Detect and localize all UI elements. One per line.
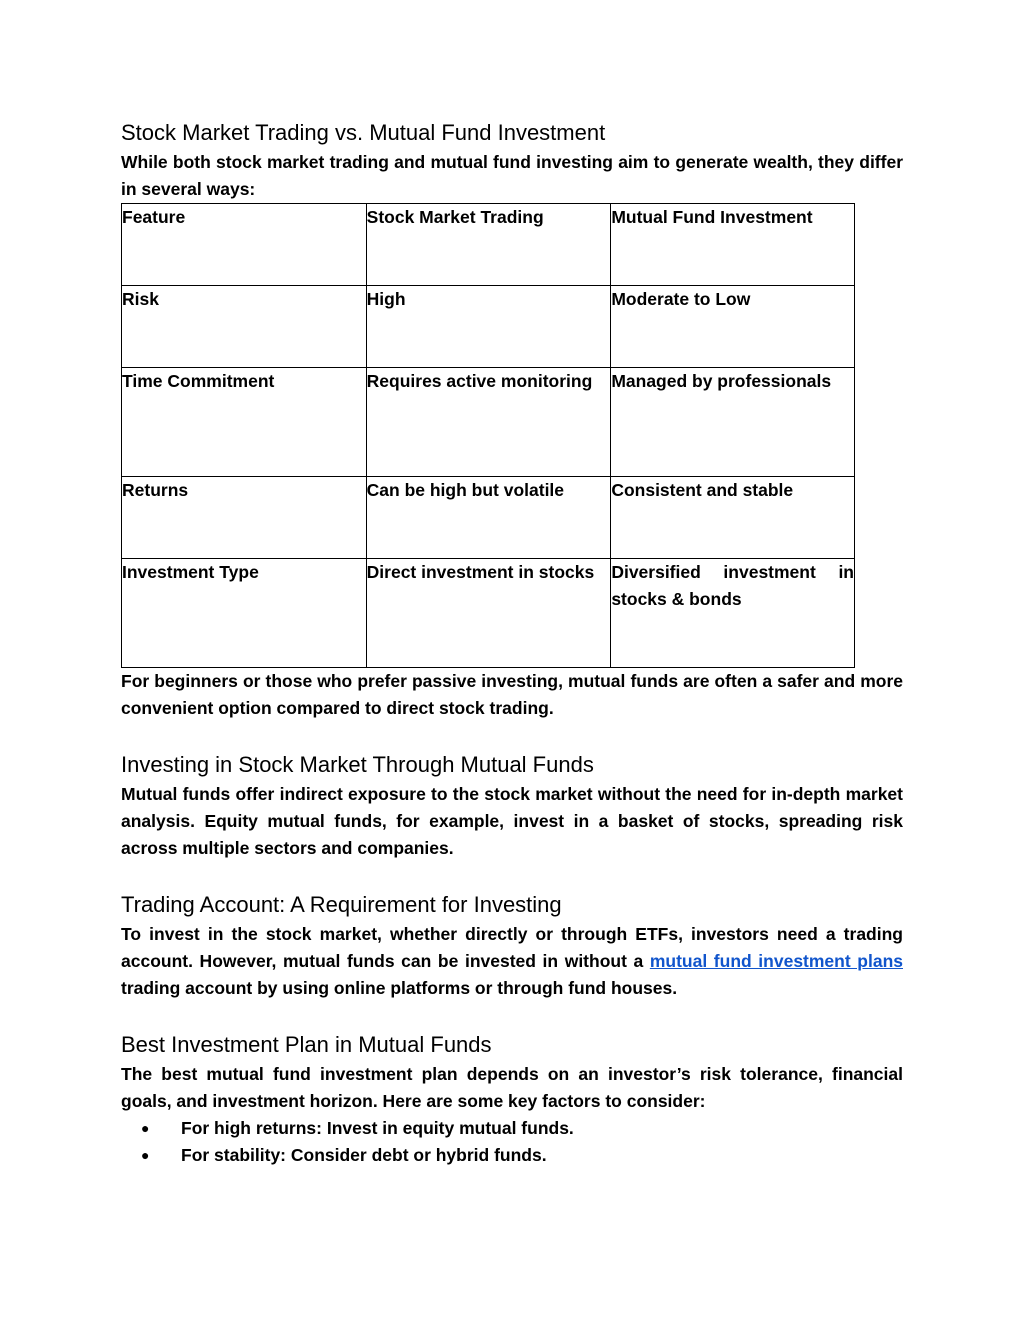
table-row bbox=[122, 477, 855, 559]
table-header-cell: Feature bbox=[122, 204, 367, 286]
list-item bbox=[121, 1142, 903, 1169]
section-heading-through-mutual-funds: Investing in Stock Market Through Mutual Funds bbox=[121, 752, 594, 777]
document-page bbox=[121, 117, 903, 1169]
table-header-cell: Stock Market Trading bbox=[366, 204, 611, 286]
table-cell: Direct investment in stocks bbox=[366, 559, 611, 668]
best-plan-bullet-list bbox=[121, 1115, 903, 1169]
list-item-text: For high returns: Invest in equity mutual funds. bbox=[181, 1118, 574, 1138]
bullet-icon: ● bbox=[141, 1120, 150, 1136]
trading-account-body bbox=[121, 921, 903, 1002]
table-cell: High bbox=[366, 286, 611, 368]
comparison-intro: While both stock market trading and mutual fund investing aim to generate wealth, they differ in several ways: bbox=[121, 152, 903, 199]
table-cell: Time Commitment bbox=[122, 368, 367, 477]
section-heading-comparison: Stock Market Trading vs. Mutual Fund Investment bbox=[121, 120, 606, 145]
table-cell: Risk bbox=[122, 286, 367, 368]
through-mutual-funds-body: Mutual funds offer indirect exposure to the stock market without the need for in-depth market analysis. Equity mutual funds, for example, invest in a basket of stocks, spreading risk across multiple sectors and companies. bbox=[121, 784, 903, 858]
table-row bbox=[122, 368, 855, 477]
table-cell: Can be high but volatile bbox=[366, 477, 611, 559]
table-cell: Investment Type bbox=[122, 559, 367, 668]
trading-account-text-after: trading account by using online platforms or through fund houses. bbox=[121, 978, 678, 998]
bullet-icon: ● bbox=[141, 1147, 150, 1163]
mutual-fund-investment-plans-link[interactable]: mutual fund investment plans bbox=[649, 951, 903, 971]
comparison-table bbox=[121, 203, 855, 668]
table-row bbox=[122, 559, 855, 668]
table-header-cell: Mutual Fund Investment bbox=[611, 204, 855, 286]
section-heading-trading-account: Trading Account: A Requirement for Investing bbox=[121, 892, 562, 917]
list-item bbox=[121, 1115, 903, 1142]
best-plan-body: The best mutual fund investment plan depends on an investor’s risk tolerance, financial goals, and investment horizon. Here are some key factors to consider: bbox=[121, 1064, 903, 1111]
table-cell: Returns bbox=[122, 477, 367, 559]
list-item-text: For stability: Consider debt or hybrid funds. bbox=[181, 1145, 547, 1165]
table-header-row bbox=[122, 204, 855, 286]
table-cell: Moderate to Low bbox=[611, 286, 855, 368]
table-cell: Requires active monitoring bbox=[366, 368, 611, 477]
trading-account-text-before: To invest in the stock market, whether directly or through ETFs, investors need a trading account. However, mutual funds can be invested in without a bbox=[121, 924, 903, 971]
table-row bbox=[122, 286, 855, 368]
table-cell: Diversified investment in stocks & bonds bbox=[611, 559, 855, 668]
section-heading-best-plan: Best Investment Plan in Mutual Funds bbox=[121, 1032, 492, 1057]
table-cell: Managed by professionals bbox=[611, 368, 855, 477]
table-cell: Consistent and stable bbox=[611, 477, 855, 559]
comparison-outro: For beginners or those who prefer passive investing, mutual funds are often a safer and more convenient option compared to direct stock trading. bbox=[121, 671, 903, 718]
